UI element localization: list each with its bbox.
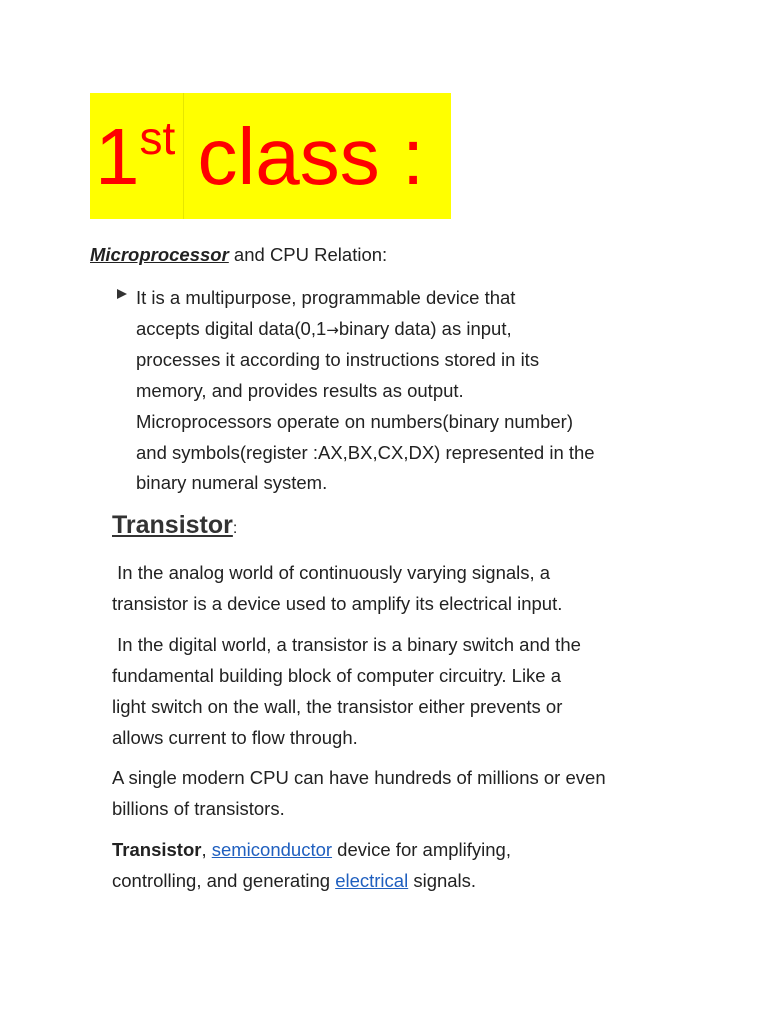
paragraph-line: transistor is a device used to amplify its electrical input. bbox=[112, 593, 563, 614]
bullet-line: It is a multipurpose, programmable device that bbox=[136, 287, 516, 308]
bullet-line bbox=[136, 314, 676, 346]
bullet-line: Microprocessors operate on numbers(binary number) bbox=[136, 410, 573, 432]
section-heading bbox=[112, 508, 237, 546]
bullet-line: memory, and provides results as output. bbox=[136, 380, 464, 402]
definition-text: controlling, and generating bbox=[112, 870, 336, 891]
section-heading-colon: : bbox=[232, 520, 238, 537]
intro-line bbox=[90, 242, 387, 268]
paragraph-line: In the digital world, a transistor is a binary switch and the bbox=[112, 634, 581, 655]
intro-term: Microprocessor bbox=[90, 244, 229, 265]
paragraph-line bbox=[112, 834, 702, 865]
paragraph-line: A single modern CPU can have hundreds of millions or even bbox=[112, 767, 606, 788]
title-word: class : bbox=[197, 112, 425, 201]
bullet-line: processes it according to instructions stored in its bbox=[136, 349, 540, 371]
title-number: 1 bbox=[95, 112, 140, 201]
arrow-right-icon: → bbox=[326, 320, 339, 339]
bullet-line: binary numeral system. bbox=[136, 472, 328, 494]
definition-text: device for amplifying, bbox=[332, 839, 511, 860]
definition-text: signals. bbox=[408, 870, 477, 891]
bullet-paragraph bbox=[136, 283, 676, 499]
paragraph-definition bbox=[112, 834, 702, 896]
paragraph-analog bbox=[112, 557, 702, 619]
semiconductor-link[interactable]: semiconductor bbox=[211, 839, 333, 860]
bullet-line: and symbols(register :AX,BX,CX,DX) represented in the bbox=[136, 441, 595, 463]
bullet-line-part: binary data) as input, bbox=[338, 317, 512, 339]
paragraph-digital bbox=[112, 629, 702, 753]
triangle-right-icon bbox=[116, 288, 128, 300]
section-heading-title: Transistor bbox=[112, 511, 233, 539]
paragraph-line: allows current to flow through. bbox=[112, 727, 358, 748]
electrical-link[interactable]: electrical bbox=[335, 870, 409, 891]
paragraph-cpu bbox=[112, 762, 702, 824]
paragraph-line: fundamental building block of computer circuitry. Like a bbox=[112, 665, 562, 686]
page-title bbox=[95, 109, 424, 216]
definition-comma: , bbox=[201, 839, 212, 860]
bullet-line-part: accepts digital data(0,1 bbox=[136, 317, 327, 339]
intro-rest: and CPU Relation: bbox=[228, 244, 388, 265]
paragraph-line: light switch on the wall, the transistor either prevents or bbox=[112, 696, 563, 717]
title-superscript: st bbox=[139, 112, 176, 164]
definition-term: Transistor bbox=[112, 839, 202, 860]
paragraph-line: In the analog world of continuously varying signals, a bbox=[112, 562, 551, 583]
paragraph-line bbox=[112, 865, 702, 896]
paragraph-line: billions of transistors. bbox=[112, 798, 285, 819]
title-highlight-box bbox=[90, 93, 451, 219]
